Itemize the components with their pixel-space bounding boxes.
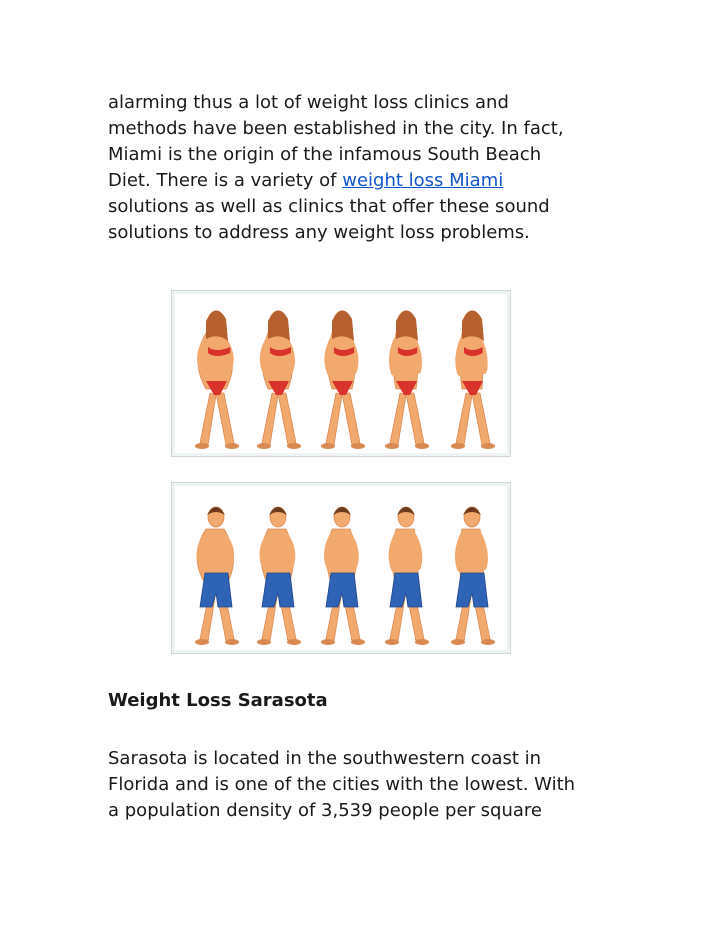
text-line: Florida and is one of the cities with the lowest. With xyxy=(108,774,576,795)
men-figures-image xyxy=(172,483,510,653)
text-line: alarming thus a lot of weight loss clinics and xyxy=(108,92,509,113)
woman-figure xyxy=(321,310,365,449)
women-figures-image xyxy=(172,291,510,456)
man-figure xyxy=(257,507,301,645)
text-line: Miami is the origin of the infamous South Beach xyxy=(108,144,542,165)
woman-figure xyxy=(257,310,301,449)
text-line: a population density of 3,539 people per square xyxy=(108,800,542,821)
man-figure xyxy=(451,507,495,645)
women-progression-panel xyxy=(171,290,511,457)
woman-figure xyxy=(195,310,239,449)
woman-figure xyxy=(451,310,495,449)
text-line: solutions as well as clinics that offer these sound xyxy=(108,196,550,217)
intro-paragraph xyxy=(108,90,628,246)
men-progression-panel xyxy=(171,482,511,654)
sarasota-paragraph xyxy=(108,746,628,824)
text-fragment: Diet. There is a variety of xyxy=(108,170,343,191)
weight-loss-illustration xyxy=(171,290,509,658)
man-figure xyxy=(385,507,429,645)
section-heading: Weight Loss Sarasota xyxy=(108,690,328,711)
man-figure xyxy=(321,507,365,645)
text-line xyxy=(108,168,628,194)
woman-figure xyxy=(385,310,429,449)
man-figure xyxy=(195,507,239,645)
text-line: Sarasota is located in the southwestern coast in xyxy=(108,748,542,769)
weight-loss-miami-link[interactable]: weight loss Miami xyxy=(342,170,504,191)
text-line: methods have been established in the city. In fact, xyxy=(108,118,564,139)
text-line: solutions to address any weight loss problems. xyxy=(108,222,530,243)
